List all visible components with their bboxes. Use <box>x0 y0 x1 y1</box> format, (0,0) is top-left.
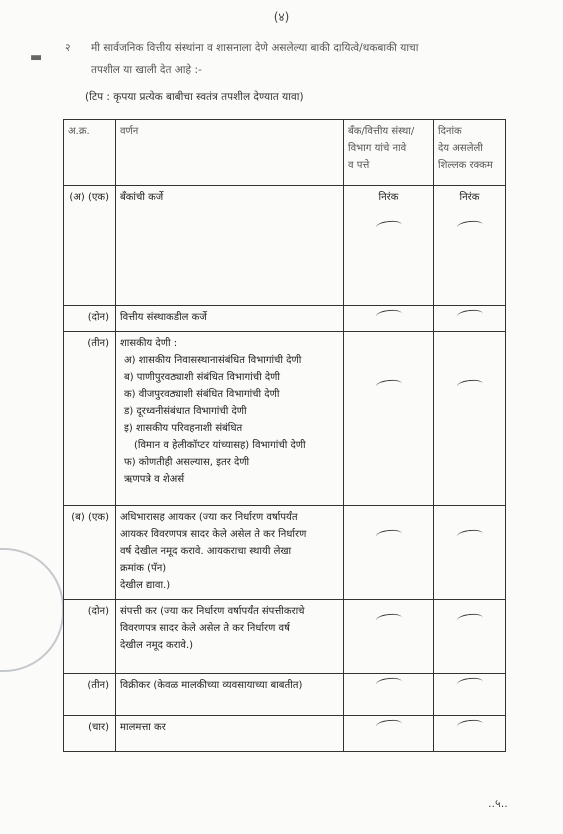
table-row <box>64 716 506 752</box>
row-description: विक्रीकर (केवळ मालकीच्या व्यवसायाच्या बाबतीत) <box>116 674 344 716</box>
header-description: वर्णन <box>116 120 344 186</box>
header-bank: बँक/वित्तीय संस्था/ विभाग यांचे नावे व पत्ते <box>344 120 434 186</box>
row-amount <box>434 332 506 506</box>
table-row <box>64 600 506 674</box>
dash-mark <box>375 719 402 732</box>
row-bank <box>344 674 434 716</box>
dash-mark <box>456 677 483 690</box>
page-number: (४) <box>273 10 290 24</box>
row-serial: (अ) (एक) <box>64 186 116 306</box>
dash-mark <box>456 529 483 542</box>
row-description: शासकीय देणी : अ) शासकीय निवासस्थानासंबंधित विभागांची देणी ब) पाणीपुरवठ्याशी संबंधित विभागांची देणी क) वीजपुरवठ्याशी संबंधित विभागांची देणी ड) दूरध्वनीसंबंधात विभागांची देणी इ) शासकीय परिवहनाशी संबंधित (विमान व हेलीकॉप्टर यांच्यासह) विभागांची देणी फ) कोणतीही असल्यास, इतर देणी ऋणपत्रे व शेअर्स <box>116 332 344 506</box>
row-amount <box>434 600 506 674</box>
table-row <box>64 674 506 716</box>
dash-mark <box>456 379 483 392</box>
row-amount <box>434 716 506 752</box>
row-description: अधिभारासह आयकर (ज्या कर निर्धारण वर्षापर्यंत आयकर विवरणपत्र सादर केले असेल ते कर निर्धारण वर्ष देखील नमूद करावे. आयकराचा स्थायी लेखा क्रमांक (पॅन) देखील द्यावा.) <box>116 506 344 600</box>
dash-mark <box>375 309 402 322</box>
dash-mark <box>375 379 402 392</box>
section-intro <box>65 37 505 81</box>
header-serial: अ.क्र. <box>64 120 116 186</box>
row-description: बँकांची कर्जे <box>116 186 344 306</box>
table-header-row <box>64 120 506 186</box>
page-footer: ..५.. <box>488 797 508 810</box>
row-description: संपत्ती कर (ज्या कर निर्धारण वर्षापर्यंत संपत्तीकराचे विवरणपत्र सादर केले असेल ते कर निर्धारण वर्ष देखील नमूद करावे.) <box>116 600 344 674</box>
row-bank <box>344 716 434 752</box>
section-line-1: मी सार्वजनिक वित्तीय संस्थांना व शासनाला देणे असलेल्या बाकी दायित्वे/थकबाकी याचा <box>91 42 419 54</box>
row-amount <box>434 306 506 332</box>
margin-mark: ▬ <box>30 50 43 65</box>
row-amount <box>434 674 506 716</box>
dash-mark <box>456 719 483 732</box>
table-row <box>64 186 506 306</box>
dash-mark <box>375 220 402 233</box>
round-stamp <box>0 548 64 672</box>
row-serial: (दोन) <box>64 306 116 332</box>
section-line-2: तपशील या खाली देत आहे :- <box>91 64 202 76</box>
dash-mark <box>375 529 402 542</box>
row-serial: (तीन) <box>64 674 116 716</box>
row-amount: निरंक <box>434 186 506 306</box>
table-row <box>64 332 506 506</box>
liabilities-table <box>63 119 506 752</box>
dash-mark <box>375 677 402 690</box>
row-amount <box>434 506 506 600</box>
section-number: २ <box>65 42 71 54</box>
row-serial: (चार) <box>64 716 116 752</box>
row-bank <box>344 506 434 600</box>
section-note: (टिप : कृपया प्रत्येक बाबीचा स्वतंत्र तपशील देण्यात यावा) <box>85 91 304 103</box>
row-bank <box>344 332 434 506</box>
row-bank <box>344 600 434 674</box>
row-description: वित्तीय संस्थाकडील कर्जे <box>116 306 344 332</box>
dash-mark <box>456 613 483 626</box>
dash-mark <box>375 613 402 626</box>
row-bank <box>344 306 434 332</box>
table-row <box>64 506 506 600</box>
table-row <box>64 306 506 332</box>
row-serial: (तीन) <box>64 332 116 506</box>
row-serial: (दोन) <box>64 600 116 674</box>
header-amount: दिनांक देय असलेली शिल्लक रक्कम <box>434 120 506 186</box>
dash-mark <box>456 220 483 233</box>
row-description: मालमत्ता कर <box>116 716 344 752</box>
row-bank: निरंक <box>344 186 434 306</box>
row-serial: (ब) (एक) <box>64 506 116 600</box>
dash-mark <box>456 309 483 322</box>
